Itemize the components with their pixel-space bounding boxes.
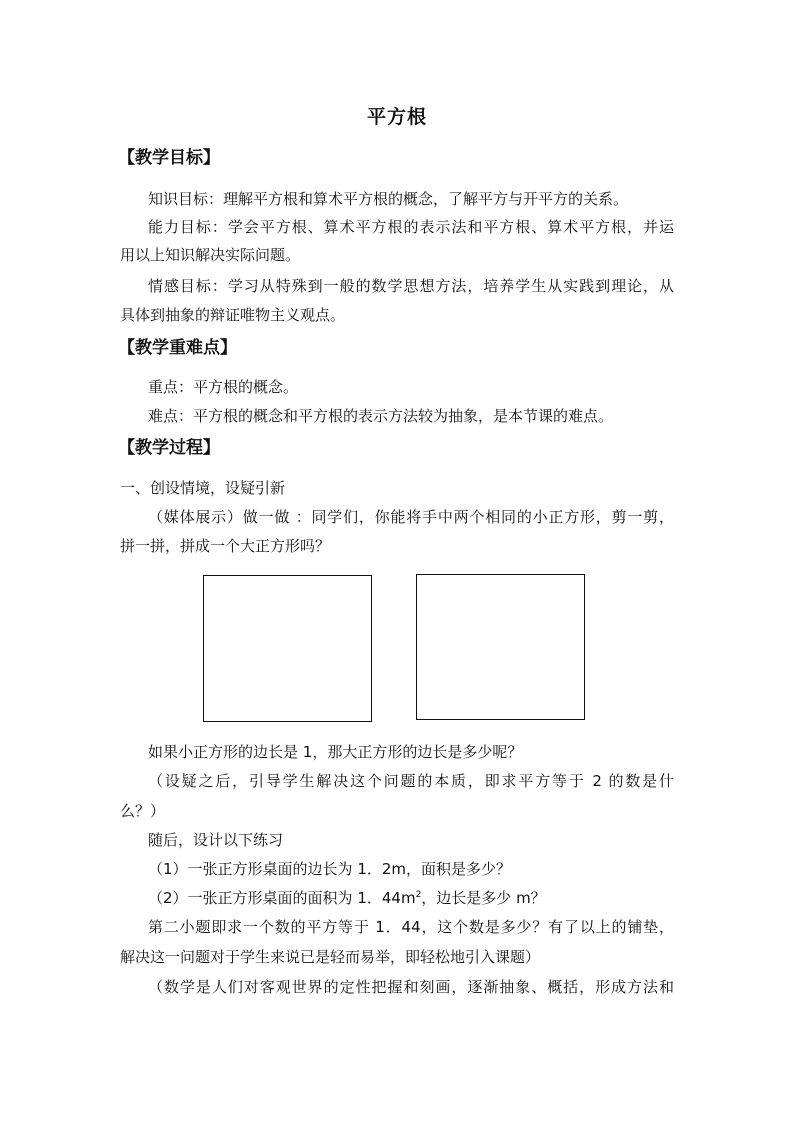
exercise-2-text-pre: （2）一张正方形桌面的面积为 1．44m bbox=[148, 889, 416, 907]
goal-knowledge: 知识目标：理解平方根和算术平方根的概念，了解平方与开平方的关系。 bbox=[148, 190, 629, 208]
small-square-left bbox=[203, 575, 372, 722]
section-heading-key-points: 【教学重难点】 bbox=[118, 338, 237, 358]
math-paragraph-line-1: （数学是人们对客观世界的定性把握和刻画，逐渐抽象、概括，形成方法和 bbox=[148, 978, 674, 996]
page-title: 平方根 bbox=[366, 106, 427, 128]
section-heading-process: 【教学过程】 bbox=[118, 438, 220, 458]
small-square-right bbox=[416, 574, 585, 720]
difficult-point: 难点：平方根的概念和平方根的表示方法较为抽象，是本节课的难点。 bbox=[148, 407, 614, 425]
goal-ability-line-2: 用以上知识解决实际问题。 bbox=[120, 246, 301, 264]
exercise-2-superscript: 2 bbox=[415, 890, 422, 900]
exercise-1: （1）一张正方形桌面的边长为 1．2m，面积是多少？ bbox=[148, 860, 512, 878]
media-paragraph-line-1: （媒体展示）做一做 ：同学们，你能将手中两个相同的小正方形，剪一剪， bbox=[148, 508, 674, 526]
exercise-2 bbox=[148, 887, 546, 909]
second-paragraph-line-1: 第二小题即求一个数的平方等于 1．44，这个数是多少？有了以上的铺垫， bbox=[148, 918, 674, 936]
exercise-2-text-post: ，边长是多少 m？ bbox=[421, 889, 546, 907]
second-paragraph-line-2: 解决这一问题对于学生来说已是轻而易举，即轻松地引入课题） bbox=[120, 948, 541, 966]
section-heading-goals: 【教学目标】 bbox=[118, 148, 220, 168]
media-paragraph-line-2: 拼一拼，拼成一个大正方形吗？ bbox=[120, 537, 331, 555]
key-point: 重点：平方根的概念。 bbox=[148, 378, 299, 396]
guide-line-2: 么？） bbox=[120, 802, 166, 820]
goal-emotion-line-2: 具体到抽象的辩证唯物主义观点。 bbox=[120, 306, 346, 324]
guide-line-1: （设疑之后，引导学生解决这个问题的本质，即求平方等于 2 的数是什 bbox=[148, 772, 674, 790]
goal-emotion-line-1: 情感目标：学习从特殊到一般的数学思想方法，培养学生从实践到理论，从 bbox=[148, 277, 674, 295]
question-line: 如果小正方形的边长是 1，那大正方形的边长是多少呢？ bbox=[148, 743, 523, 761]
follow-line: 随后，设计以下练习 bbox=[148, 831, 284, 849]
process-step-1-title: 一、创设情境，设疑引新 bbox=[120, 479, 286, 497]
goal-ability-line-1: 能力目标：学会平方根、算术平方根的表示法和平方根、算术平方根，并运 bbox=[148, 218, 674, 236]
